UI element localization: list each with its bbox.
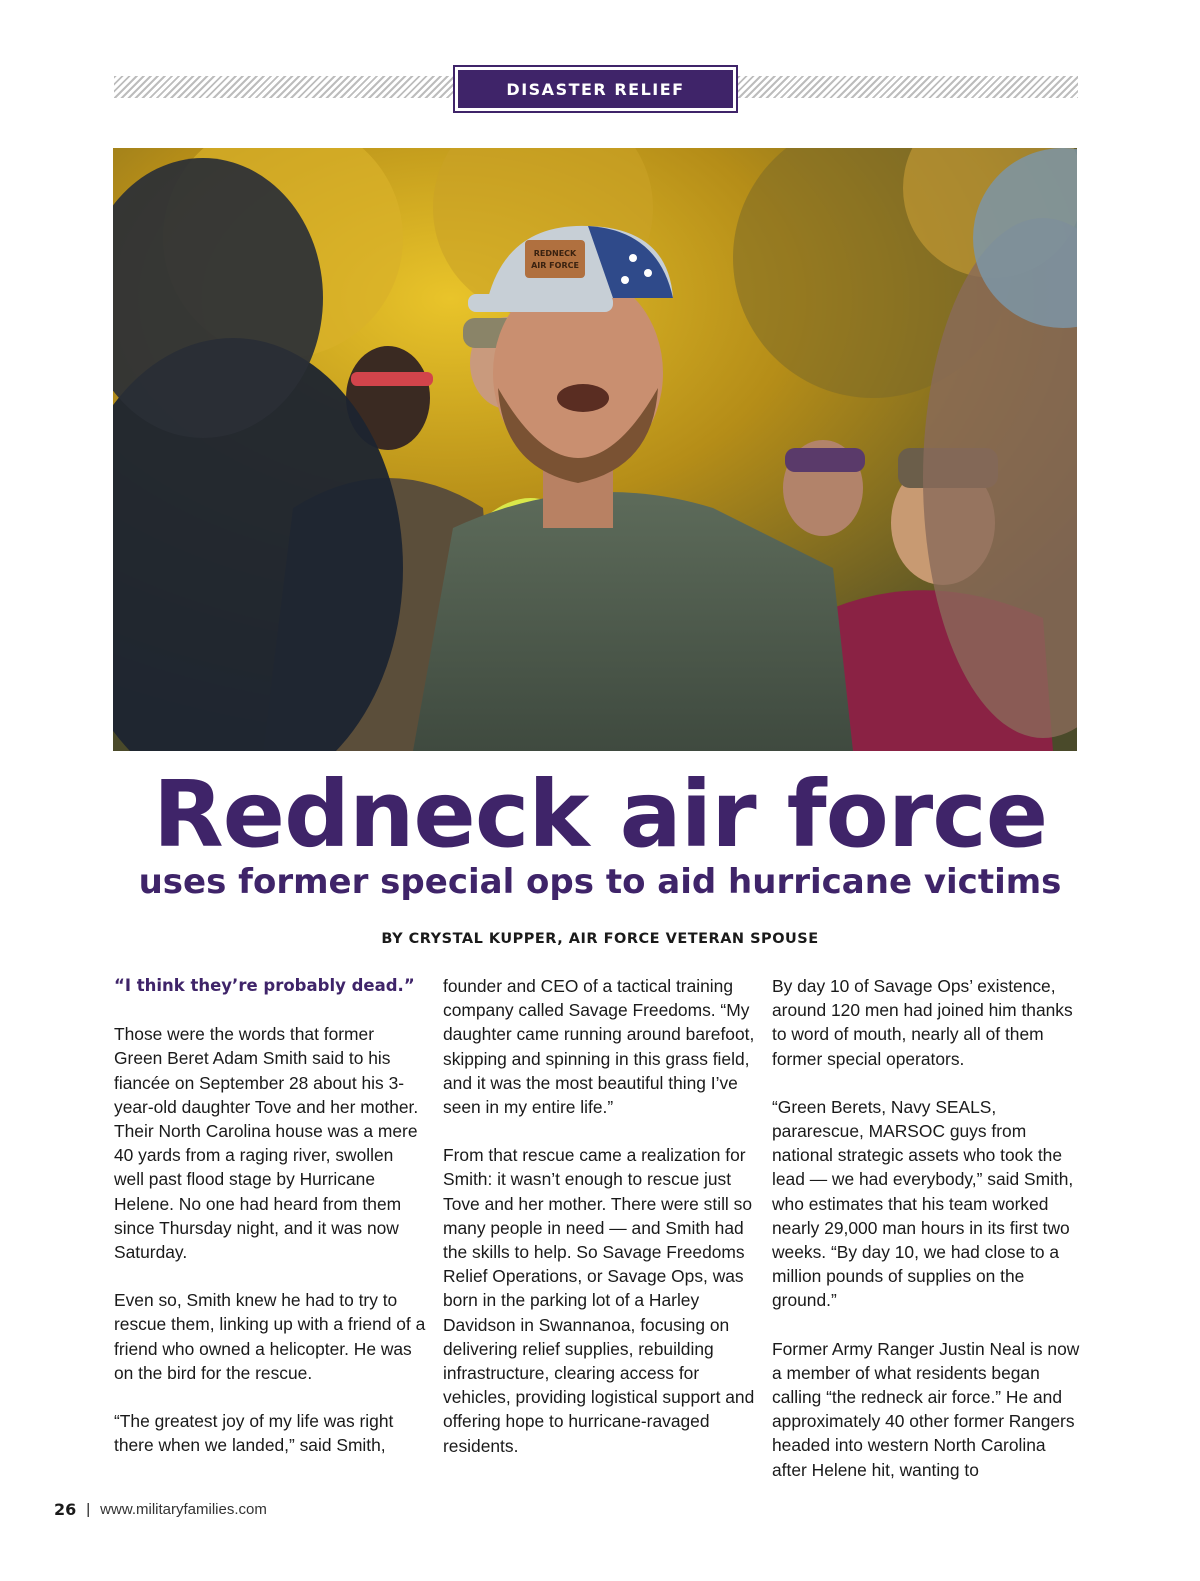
footer-separator: | <box>86 1501 91 1518</box>
page-number: 26 <box>54 1500 77 1519</box>
paragraph: founder and CEO of a tactical training company called Savage Freedoms. “My daughter came running around barefoot, skipping and spinning in this grass field, and it was the most beautiful thing I’ve seen in my entire life.” <box>443 976 755 1118</box>
byline: BY CRYSTAL KUPPER, AIR FORCE VETERAN SPOUSE <box>381 931 819 947</box>
header-hatch-right <box>738 76 1078 98</box>
footer-url[interactable]: www.militaryfamilies.com <box>100 1501 267 1518</box>
article-column-3 <box>772 974 1084 1506</box>
paragraph: Those were the words that former Green Beret Adam Smith said to his fiancée on September 28 about his 3-year-old daughter Tove and her mother. Their North Carolina house was a mere 40 yards from a raging river, swollen well past flood stage by Hurricane Helene. No one had heard from them since Thursday night, and it was now Saturday. <box>114 1024 419 1263</box>
hero-photo <box>113 148 1077 751</box>
pull-quote: “I think they’re probably dead.” <box>114 976 415 995</box>
section-tag-label: DISASTER RELIEF <box>458 70 733 108</box>
page-footer <box>54 1500 267 1519</box>
header-hatch-left <box>114 76 453 98</box>
paragraph: Even so, Smith knew he had to try to rescue them, linking up with a friend of a friend who owned a helicopter. He was on the bird for the rescue. <box>114 1290 426 1383</box>
cap-patch-line1: REDNECK <box>533 249 577 258</box>
paragraph: “Green Berets, Navy SEALS, pararescue, MARSOC guys from national strategic assets who took the lead — we had everybody,” said Smith, who estimates that his team worked nearly 29,000 man hours in its first two weeks. “By day 10, we had close to a million pounds of supplies on the ground.” <box>772 1096 1074 1311</box>
hero-illustration <box>113 148 1077 751</box>
article-column-1 <box>114 974 426 1481</box>
cap-patch-line2: AIR FORCE <box>531 261 579 270</box>
section-tag <box>453 65 738 113</box>
paragraph: From that rescue came a realization for Smith: it wasn’t enough to rescue just Tove and her mother. There were still so many people in need — and Smith had the skills to help. So Savage Freedoms Relief Operations, or Savage Ops, was born in the parking lot of a Harley Davidson in Swannanoa, focusing on delivering relief supplies, rebuilding infrastructure, clearing access for vehicles, providing logistical support and offering hope to hurricane-ravaged residents. <box>443 1145 755 1456</box>
paragraph: “The greatest joy of my life was right there when we landed,” said Smith, <box>114 1411 394 1456</box>
article-column-2 <box>443 974 755 1482</box>
paragraph: Former Army Ranger Justin Neal is now a member of what residents began calling “the redneck air force.” He and approximately 40 other former Rangers headed into western North Carolina after Helene hit, wanting to <box>772 1338 1080 1480</box>
paragraph: By day 10 of Savage Ops’ existence, around 120 men had joined him thanks to word of mouth, nearly all of them former special operators. <box>772 976 1073 1069</box>
subheadline: uses former special ops to aid hurricane victims <box>138 862 1062 902</box>
headline: Redneck air force <box>152 761 1048 868</box>
